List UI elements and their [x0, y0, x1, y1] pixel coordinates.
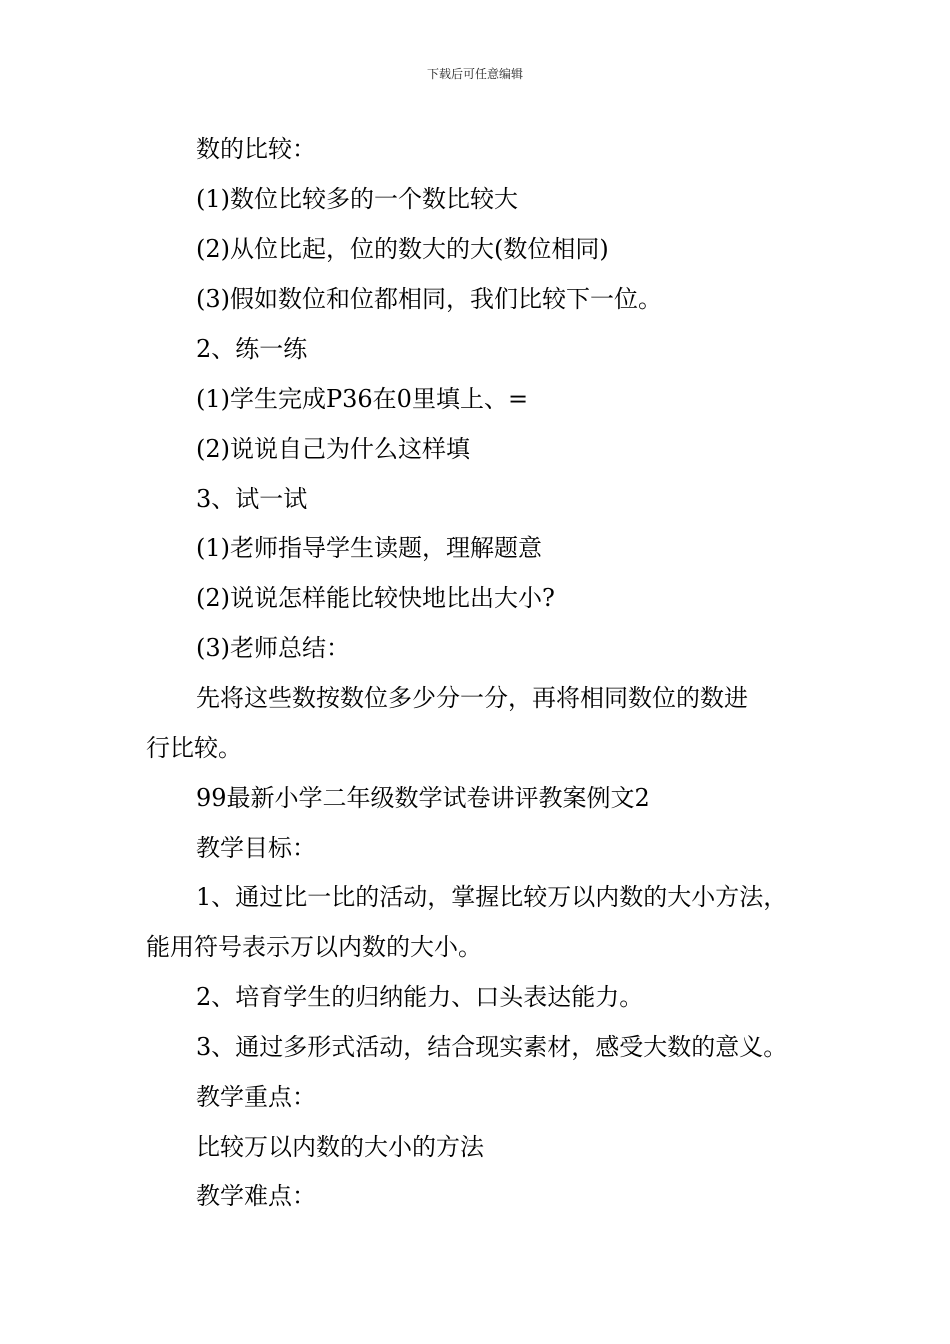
text-line: 先将这些数按数位多少分一分，再将相同数位的数进	[196, 684, 748, 712]
text-line: (1)数位比较多的一个数比较大	[196, 185, 518, 213]
text-line: 比较万以内数的大小的方法	[196, 1133, 484, 1161]
text-line: (1)学生完成P36在0里填上、=	[196, 385, 529, 413]
text-line: 3、试一试	[196, 485, 308, 513]
text-line: (3)假如数位和位都相同，我们比较下一位。	[196, 285, 662, 313]
text-line: 教学目标：	[196, 834, 316, 862]
text-line: 1、通过比一比的活动，掌握比较万以内数的大小方法，	[196, 883, 788, 911]
text-line: 数的比较：	[196, 135, 316, 163]
text-line: (3)老师总结：	[196, 634, 350, 662]
text-line: 99最新小学二年级数学试卷讲评教案例文2	[196, 784, 650, 812]
text-line: 行比较。	[146, 734, 242, 762]
text-line: (2)从位比起，位的数大的大(数位相同)	[196, 235, 609, 263]
text-line: 3、通过多形式活动，结合现实素材，感受大数的意义。	[196, 1033, 788, 1061]
text-line: (1)老师指导学生读题，理解题意	[196, 534, 542, 562]
text-line: 教学重点：	[196, 1083, 316, 1111]
text-line: (2)说说怎样能比较快地比出大小?	[196, 584, 555, 612]
text-line: 教学难点：	[196, 1182, 316, 1210]
text-line: 2、培育学生的归纳能力、口头表达能力。	[196, 983, 644, 1011]
page-header: 下载后可任意编辑	[426, 67, 523, 81]
text-line: 能用符号表示万以内数的大小。	[146, 933, 482, 961]
text-line: (2)说说自己为什么这样填	[196, 435, 470, 463]
text-line: 2、练一练	[196, 335, 308, 363]
